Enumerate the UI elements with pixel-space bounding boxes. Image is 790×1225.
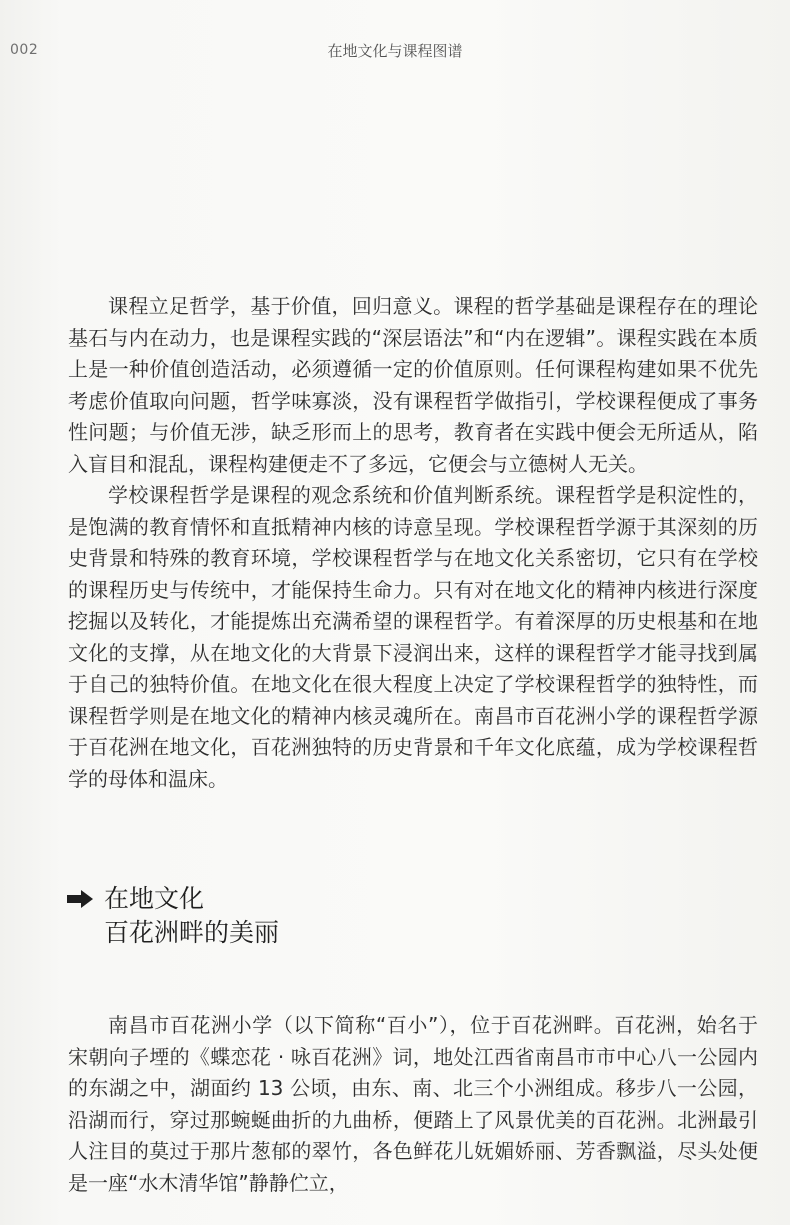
paragraph: 课程立足哲学，基于价值，回归意义。课程的哲学基础是课程存在的理论基石与内在动力，也是课程实践的“深层语法”和“内在逻辑”。课程实践在本质上是一种价值创造活动，必须遵循一定的价值原则。任何课程构建如果不优先考虑价值取向问题，哲学味寡淡，没有课程哲学做指引，学校课程便成了事务性问题；与价值无涉，缺乏形而上的思考，教育者在实践中便会无所适从，陷入盲目和混乱，课程构建便走不了多远，它便会与立德树人无关。 [68, 294, 758, 476]
arrow-right-icon [66, 889, 94, 909]
paragraph: 南昌市百花洲小学（以下简称“百小”），位于百花洲畔。百花洲，始名于宋朝向子堙的《蝶恋花 · 咏百花洲》词，地处江西省南昌市市中心八一公园内的东湖之中，湖面约 13 公顷，由东、南、北三个小洲组成。移步八一公园，沿湖而行，穿过那蜿蜒曲折的九曲桥，便踏上了风景优美的百花洲。北洲最引人注目的莫过于那片葱郁的翠竹，各色鲜花儿妩媚娇丽、芳香飘溢，尽头处便是一座“水木清华馆”静静伫立， [68, 1013, 758, 1195]
running-title: 在地文化与课程图谱 [327, 42, 463, 60]
paragraph: 学校课程哲学是课程的观念系统和价值判断系统。课程哲学是积淀性的，是饱满的教育情怀和直抵精神内核的诗意呈现。学校课程哲学源于其深刻的历史背景和特殊的教育环境，学校课程哲学与在地文化关系密切，它只有在学校的课程历史与传统中，才能保持生命力。只有对在地文化的精神内核进行深度挖掘以及转化，才能提炼出充满希望的课程哲学。有着深厚的历史根基和在地文化的支撑，从在地文化的大背景下浸润出来，这样的课程哲学才能寻找到属于自己的独特价值。在地文化在很大程度上决定了学校课程哲学的独特性，而课程哲学则是在地文化的精神内核灵魂所在。南昌市百花洲小学的课程哲学源于百花洲在地文化，百花洲独特的历史背景和千年文化底蕴，成为学校课程哲学的母体和温床。 [68, 483, 758, 791]
heading-line-2: 百花洲畔的美丽 [104, 918, 280, 947]
section-heading [66, 882, 666, 950]
body-section [68, 1010, 758, 1199]
intro-section [68, 291, 758, 795]
page-number: 002 [10, 42, 39, 58]
heading-line-1: 在地文化 [104, 884, 205, 913]
